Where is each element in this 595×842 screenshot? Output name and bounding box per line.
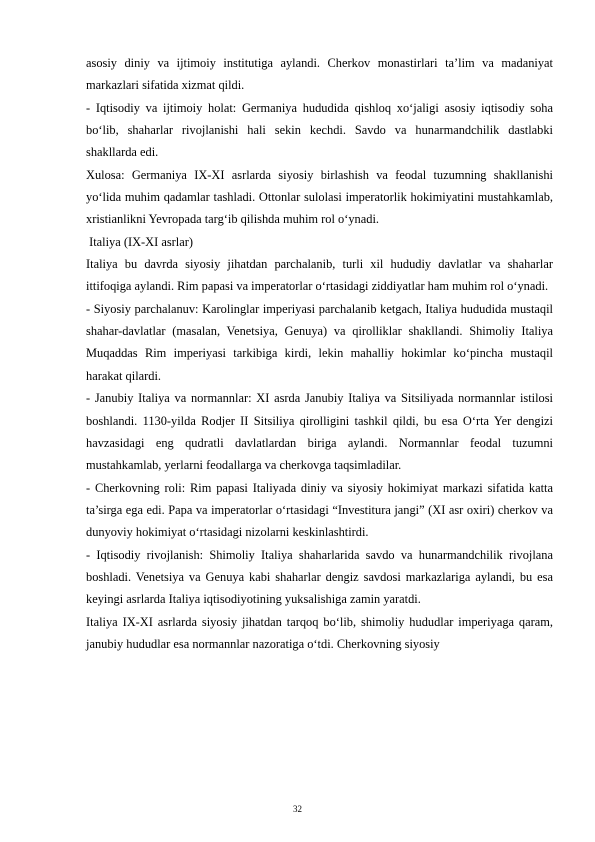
paragraph-conclusion-germany: Xulosa: Germaniya IX-XI asrlarda siyosiy birlashish va feodal tuzumning shakllanishi yo‘lida muhim qadamlar tashladi. Ottonlar sulolasi imperatorlik hokimiyatini mustahkamlab, xristianlikni Yevropada targ‘ib qilishda muhim rol o‘ynadi. — [86, 167, 553, 227]
paragraph-southern-italy-normans: - Janubiy Italiya va normannlar: XI asrda Janubiy Italiya va Sitsiliyada normannlar istilosi boshlandi. 1130-yilda Rodjer II Sitsiliya qirolligini tashkil qildi, bu esa O‘rta Yer dengizi havzasidagi eng qudratli davlatlardan biriga aylandi. Normannlar feodal tuzumni mustahkamlab, yerlarni feodallarga va cherkovga taqsimladilar. — [86, 391, 553, 473]
paragraph-church-role: - Cherkovning roli: Rim papasi Italiyada diniy va siyosiy hokimiyat markazi sifatida katta ta’sirga ega edi. Papa va imperatorlar o‘rtasidagi “Investitura jangi” (XI asr oxiri) cherkov va dunyoviy hokimiyat o‘rtasidagi nizolarni keskinlashtirdi. — [86, 480, 553, 540]
paragraph-italy-summary: Italiya IX-XI asrlarda siyosiy jihatdan tarqoq bo‘lib, shimoliy hududlar imperiyaga qaram, janubiy hududlar esa normannlar nazoratiga o‘tdi. Cherkovning siyosiy — [86, 614, 553, 651]
paragraph-church-institution: asosiy diniy va ijtimoiy institutiga aylandi. Cherkov monastirlari ta’lim va madaniyat markazlari sifatida xizmat qildi. — [86, 56, 553, 93]
paragraph-economic-social: - Iqtisodiy va ijtimoiy holat: Germaniya hududida qishloq xo‘jaligi asosiy iqtisodiy soha bo‘lib, shaharlar rivojlanishi hali sekin kechdi. Savdo va hunarmandchilik dastlabki shakllarda edi. — [86, 100, 553, 160]
paragraph-economic-development: - Iqtisodiy rivojlanish: Shimoliy Italiya shaharlarida savdo va hunarmandchilik rivojlana boshladi. Venetsiya va Genuya kabi shaharlar dengiz savdosi markazlariga aylandi, bu esa keyingi asrlarda Italiya iqtisodiyotining yuksalishiga zamin yaratdi. — [86, 547, 553, 607]
section-heading-italy: Italiya (IX-XI asrlar) — [86, 234, 193, 249]
document-page — [86, 52, 553, 655]
page-number: 32 — [293, 804, 302, 814]
paragraph-political-fragmentation: - Siyosiy parchalanuv: Karolinglar imperiyasi parchalanib ketgach, Italiya hududida mustaqil shahar-davlatlar (masalan, Venetsiya, Genuya) va qirolliklar shakllandi. Shimoliy Italiya Muqaddas Rim imperiyasi tarkibiga kirdi, lekin mahalliy hokimlar ko‘pincha mustaqil harakat qilardi. — [86, 301, 553, 383]
paragraph-italy-intro: Italiya bu davrda siyosiy jihatdan parchalanib, turli xil hududiy davlatlar va shaharlar ittifoqiga aylandi. Rim papasi va imperatorlar o‘rtasidagi ziddiyatlar ham muhim rol o‘ynadi. — [86, 257, 553, 294]
